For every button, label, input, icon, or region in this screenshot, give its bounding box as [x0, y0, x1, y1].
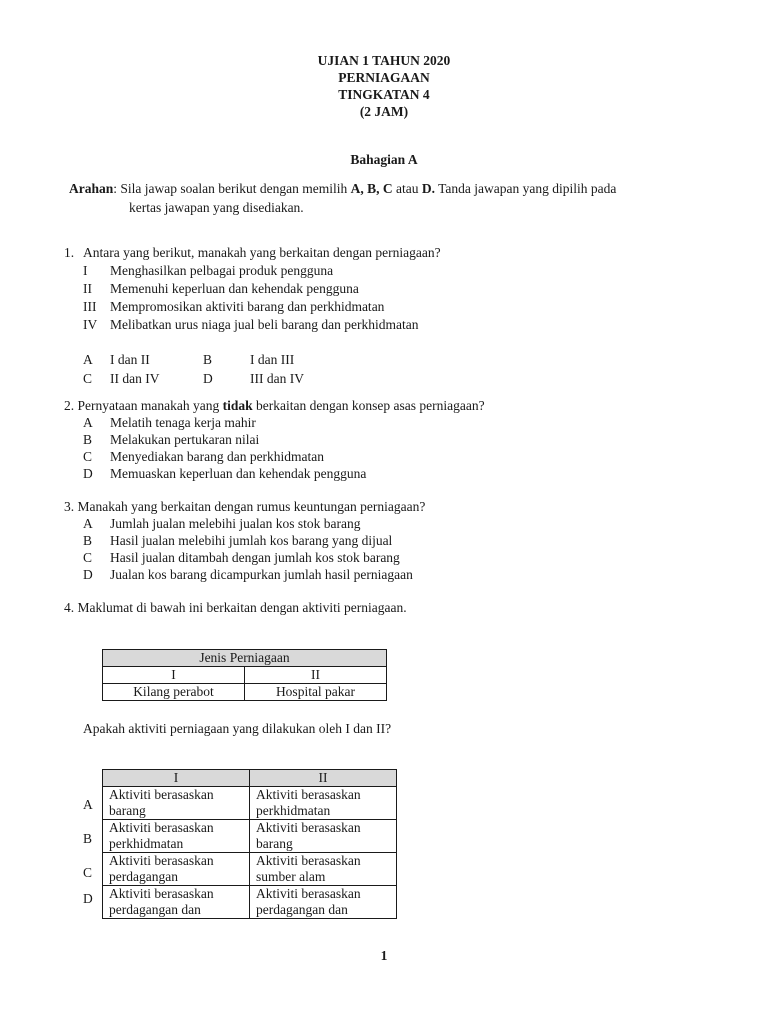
- answer-cell: [103, 787, 250, 820]
- answer-table-col-2: II: [250, 770, 397, 787]
- q3-option-letter: B: [83, 533, 93, 548]
- cell-line: sumber alam: [256, 869, 326, 884]
- q1-option-letter: B: [203, 352, 213, 367]
- table-row: [103, 853, 397, 886]
- cell-line: Aktiviti berasaskan: [109, 787, 214, 802]
- cell-line: Aktiviti berasaskan: [256, 787, 361, 802]
- q3-stem-text: Manakah yang berkaitan dengan rumus keuntungan perniagaan?: [77, 499, 426, 514]
- q4-stem-text: Maklumat di bawah ini berkaitan dengan aktiviti perniagaan.: [77, 600, 407, 615]
- q1-statement-roman: I: [83, 263, 88, 278]
- cell-line: Aktiviti berasaskan: [109, 886, 214, 901]
- cell-line: Aktiviti berasaskan: [109, 853, 214, 868]
- answer-table-col-1: I: [103, 770, 250, 787]
- form-title: TINGKATAN 4: [338, 87, 430, 102]
- q1-stem: Antara yang berikut, manakah yang berkaitan dengan perniagaan?: [83, 245, 441, 260]
- cell-line: Aktiviti berasaskan: [256, 820, 361, 835]
- q2-option-text: Memuaskan keperluan dan kehendak pengguna: [110, 466, 367, 481]
- page-number: 1: [380, 948, 388, 963]
- answer-cell: [103, 886, 250, 919]
- q1-option-letter: D: [203, 371, 213, 386]
- q3-option-text: Jualan kos barang dicampurkan jumlah hasil perniagaan: [110, 567, 413, 582]
- q1-statement-text: Melibatkan urus niaga jual beli barang dan perkhidmatan: [110, 317, 419, 332]
- cell-line: perkhidmatan: [109, 836, 184, 851]
- q4-option-letter: A: [83, 797, 93, 812]
- q3-stem: [64, 499, 425, 515]
- instructions-bold-1: A, B, C: [350, 181, 393, 196]
- q1-statement-roman: IV: [83, 317, 98, 332]
- instructions-line-1: [69, 181, 616, 197]
- table-row: [103, 787, 397, 820]
- q2-option-text: Melatih tenaga kerja mahir: [110, 415, 256, 430]
- instructions-colon: :: [113, 181, 118, 196]
- subject-title: PERNIAGAAN: [338, 70, 430, 85]
- q2-option-letter: B: [83, 432, 93, 447]
- q2-stem-text-a: Pernyataan manakah yang: [77, 398, 223, 413]
- q1-statement-roman: III: [83, 299, 97, 314]
- q4-option-letter: D: [83, 891, 93, 906]
- instructions-bold-2: D.: [421, 181, 435, 196]
- q1-option-text: I dan II: [110, 352, 150, 367]
- q3-option-letter: A: [83, 516, 93, 531]
- cell-line: Aktiviti berasaskan: [109, 820, 214, 835]
- q3-option-letter: D: [83, 567, 93, 582]
- answer-options-table: [102, 769, 397, 919]
- q1-statement-text: Menghasilkan pelbagai produk pengguna: [110, 263, 334, 278]
- table-row: [103, 820, 397, 853]
- answer-cell: [250, 886, 397, 919]
- business-type-value-2: Hospital pakar: [245, 684, 387, 701]
- q2-option-text: Menyediakan barang dan perkhidmatan: [110, 449, 325, 464]
- q2-option-text: Melakukan pertukaran nilai: [110, 432, 260, 447]
- cell-line: Aktiviti berasaskan: [256, 853, 361, 868]
- q4-stem: [64, 600, 407, 616]
- table-row: [103, 886, 397, 919]
- q2-option-letter: C: [83, 449, 93, 464]
- business-type-table: [102, 649, 387, 701]
- answer-cell: [250, 853, 397, 886]
- cell-line: Aktiviti berasaskan: [256, 886, 361, 901]
- q3-option-text: Hasil jualan ditambah dengan jumlah kos stok barang: [110, 550, 400, 565]
- instructions-text-1: Sila jawap soalan berikut dengan memilih: [120, 181, 351, 196]
- q2-stem-bold: tidak: [222, 398, 253, 413]
- business-type-value-1: Kilang perabot: [103, 684, 245, 701]
- cell-line: perdagangan: [109, 869, 178, 884]
- q2-stem-text-b: berkaitan dengan konsep asas perniagaan?: [252, 398, 485, 413]
- q1-option-text: III dan IV: [250, 371, 304, 386]
- business-type-col-1: I: [103, 667, 245, 684]
- cell-line: barang: [256, 836, 293, 851]
- q4-option-letter: B: [83, 831, 93, 846]
- q1-number: 1.: [64, 245, 75, 260]
- cell-line: barang: [109, 803, 146, 818]
- q4-option-letter: C: [83, 865, 93, 880]
- q2-option-letter: A: [83, 415, 93, 430]
- q1-statement-text: Memenuhi keperluan dan kehendak pengguna: [110, 281, 359, 296]
- q3-option-letter: C: [83, 550, 93, 565]
- answer-cell: [103, 820, 250, 853]
- q1-option-text: II dan IV: [110, 371, 160, 386]
- q2-number: 2.: [64, 398, 75, 413]
- section-title: Bahagian A: [350, 152, 418, 167]
- answer-cell: [250, 820, 397, 853]
- answer-cell: [103, 853, 250, 886]
- q3-option-text: Jumlah jualan melebihi jualan kos stok barang: [110, 516, 361, 531]
- cell-line: perkhidmatan: [256, 803, 331, 818]
- cell-line: perdagangan dan: [256, 902, 348, 917]
- instructions-text-2: atau: [392, 181, 422, 196]
- q1-option-letter: C: [83, 371, 93, 386]
- q1-option-letter: A: [83, 352, 93, 367]
- q3-number: 3.: [64, 499, 75, 514]
- q1-statement-text: Mempromosikan aktiviti barang dan perkhidmatan: [110, 299, 385, 314]
- business-type-table-title: Jenis Perniagaan: [103, 650, 387, 667]
- exam-title: UJIAN 1 TAHUN 2020: [317, 53, 451, 68]
- duration-title: (2 JAM): [359, 104, 409, 119]
- business-type-col-2: II: [245, 667, 387, 684]
- instructions-text-3: Tanda jawapan yang dipilih pada: [435, 181, 617, 196]
- q1-statement-roman: II: [83, 281, 92, 296]
- q1-option-text: I dan III: [250, 352, 295, 367]
- answer-cell: [250, 787, 397, 820]
- q2-stem: [64, 398, 485, 414]
- instructions-label: Arahan: [69, 181, 114, 196]
- cell-line: perdagangan dan: [109, 902, 201, 917]
- q3-option-text: Hasil jualan melebihi jumlah kos barang yang dijual: [110, 533, 393, 548]
- q4-question: Apakah aktiviti perniagaan yang dilakukan oleh I dan II?: [83, 721, 392, 736]
- q2-option-letter: D: [83, 466, 93, 481]
- q4-number: 4.: [64, 600, 75, 615]
- instructions-line-2: kertas jawapan yang disediakan.: [129, 200, 304, 215]
